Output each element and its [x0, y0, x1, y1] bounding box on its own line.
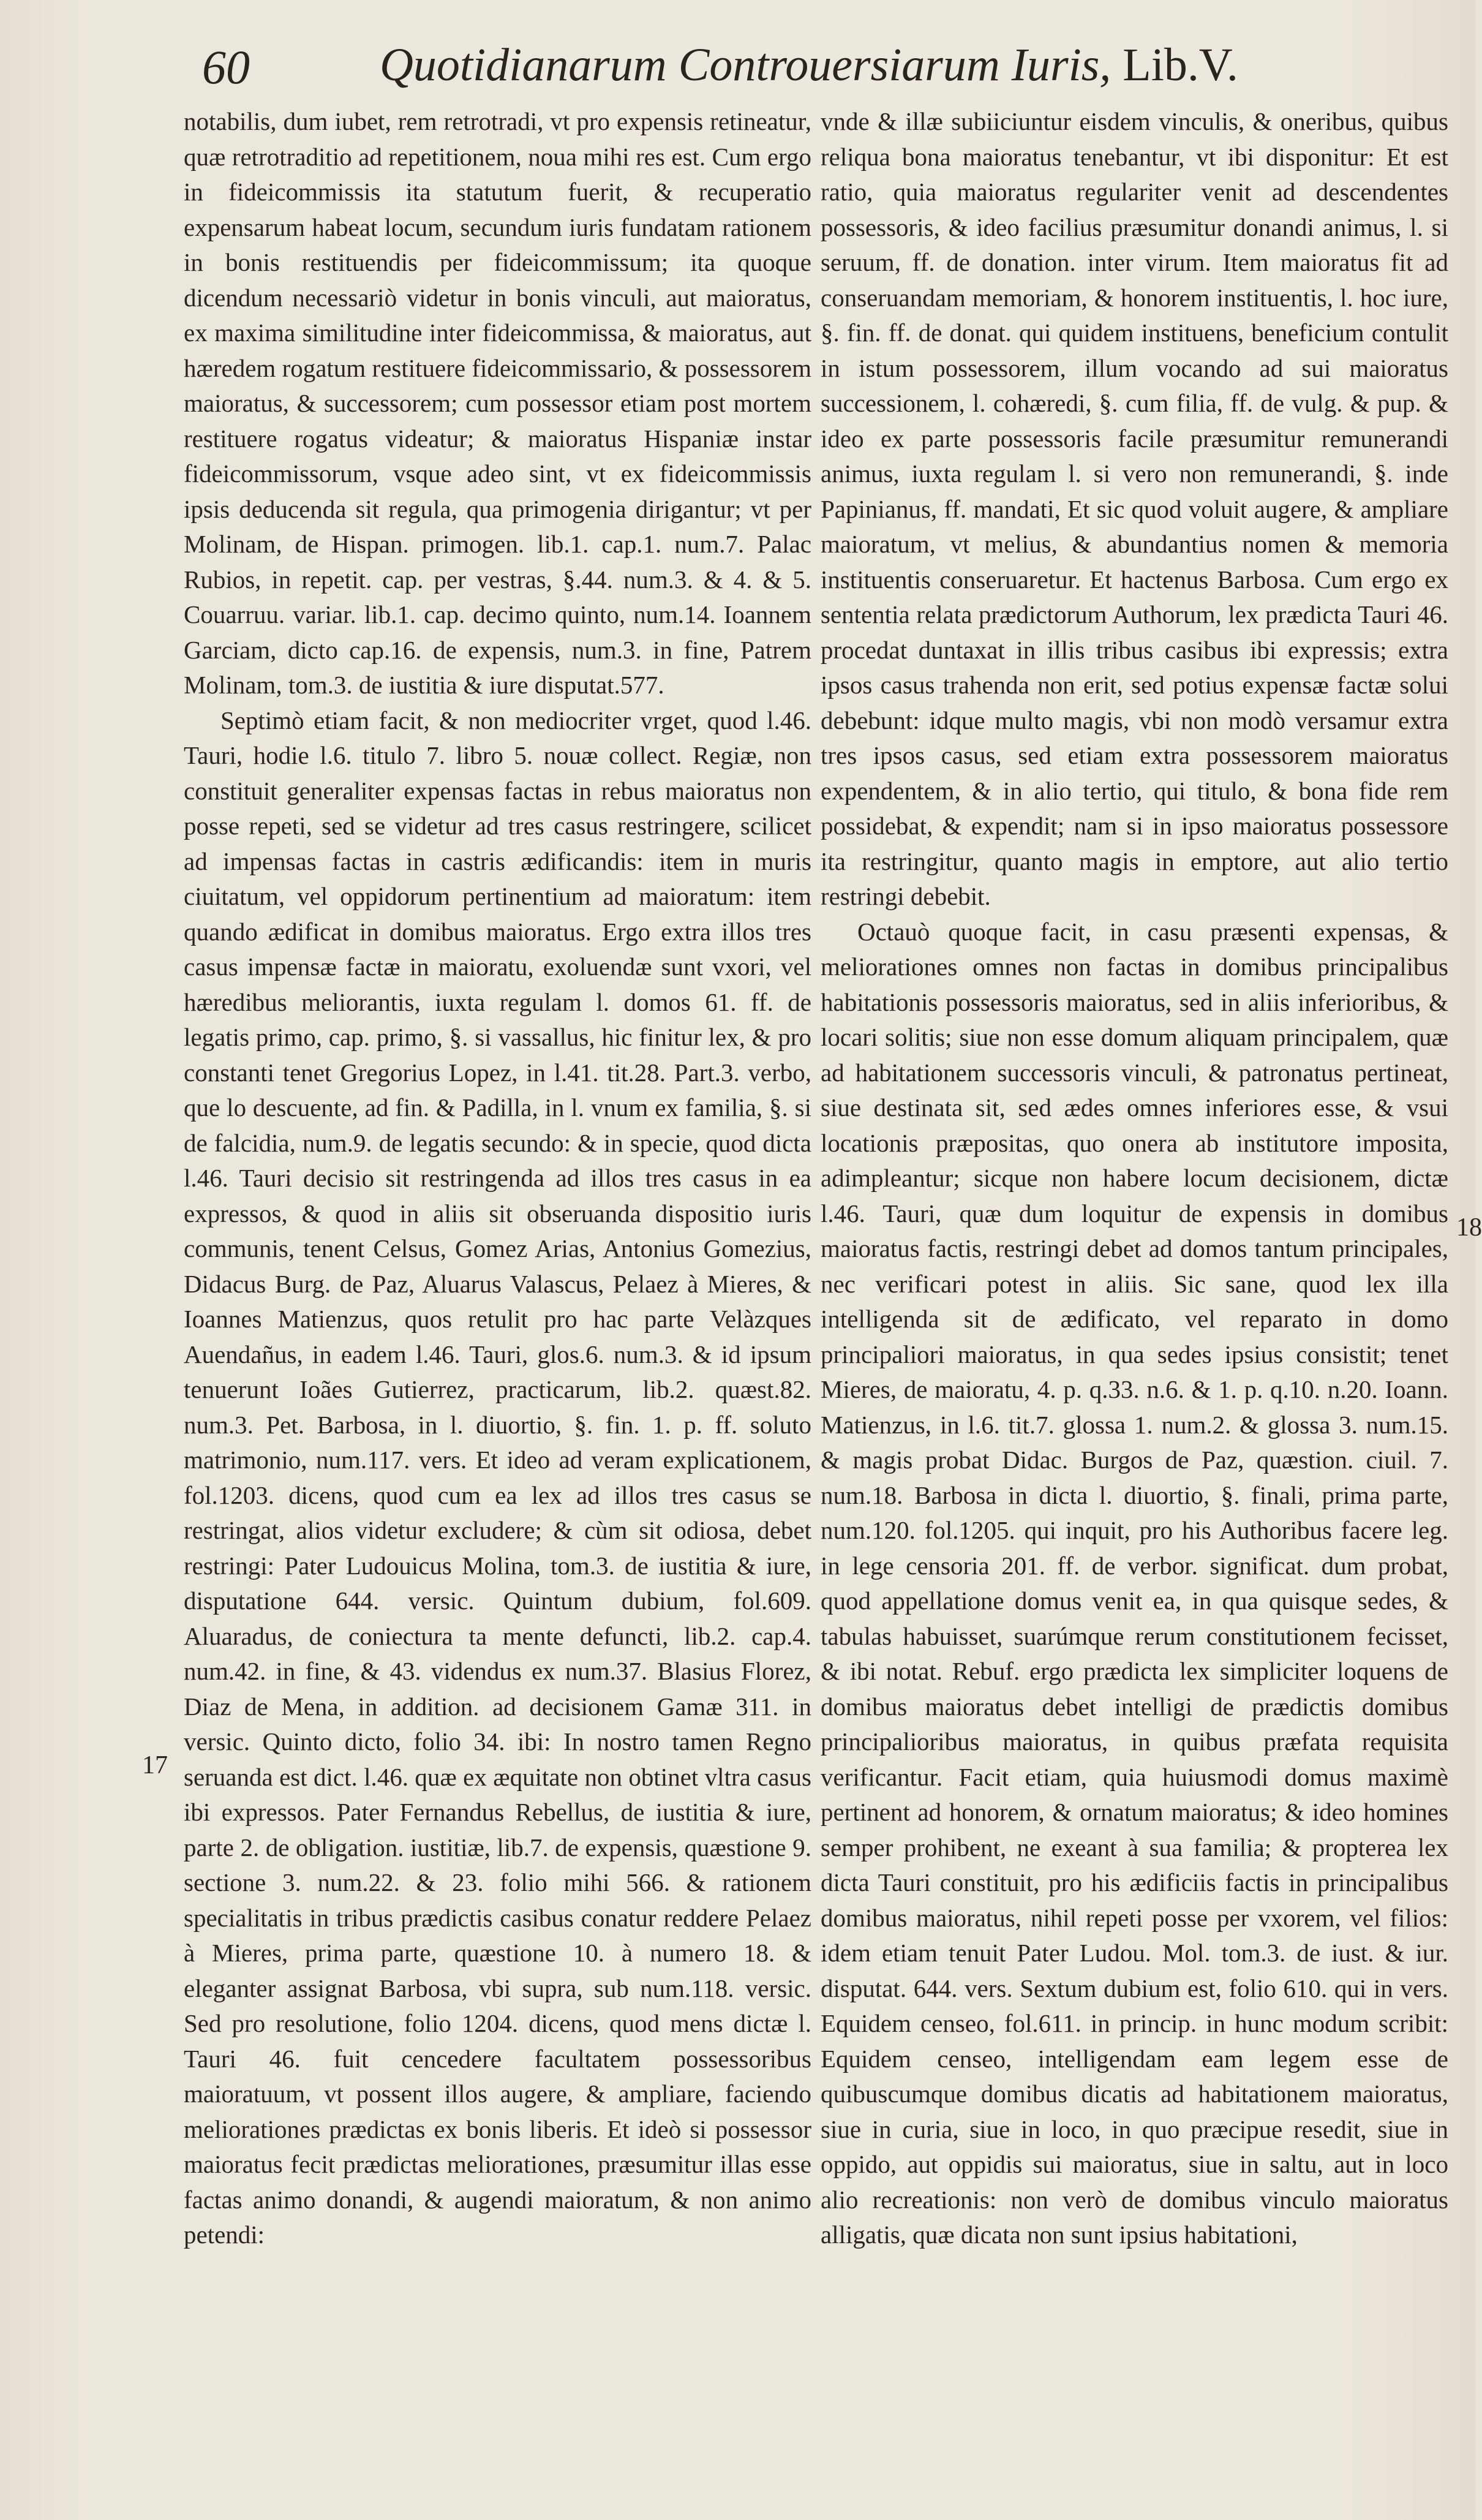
- page-header: [202, 34, 1243, 107]
- margin-number-right: 18: [1456, 1213, 1482, 1242]
- running-title-book: Lib.V.: [1111, 39, 1238, 91]
- paragraph: notabilis, dum iubet, rem retrotradi, vt pro expensis retineatur, quæ retrotraditio ad repetitionem, noua mihi res est. Cum ergo in fideicommissis ita statutum fuerit, & recuperatio expensarum habeat locum, secundum iuris fundatam rationem in bonis restituendis per fideicommissum; ita quoque dicendum necessariò videtur in bonis vinculi, aut maioratus, ex maxima similitudine inter fideicommissa, & maioratus, aut hæredem rogatum restituere fideicommissario, & possessorem maioratus, & successorem; cum possessor etiam post mortem restituere rogatus videatur; & maioratus Hispaniæ instar fideicommissorum, vsque adeo sint, vt ex fideicommissis ipsis deducenda sit regula, qua primogenia dirigantur; vt per Molinam, de Hispan. primogen. lib.1. cap.1. num.7. Palac Rubios, in repetit. cap. per vestras, §.44. num.3. & 4. & 5. Couarruu. variar. lib.1. cap. decimo quinto, num.14. Ioannem Garciam, dicto cap.16. de expensis, num.3. in fine, Patrem Molinam, tom.3. de iustitia & iure disputat.577.: [184, 107, 811, 699]
- paragraph: Septimò etiam facit, & non mediocriter vrget, quod l.46. Tauri, hodie l.6. titulo 7. libro 5. nouæ collect. Regiæ, non constituit generaliter expensas factas in rebus maioratus non posse repeti, sed se videtur ad tres casus restringere, scilicet ad impensas factas in castris ædificandis: item in muris ciuitatum, vel oppidorum pertinentium ad maioratum: item quando ædificat in domibus maioratus. Ergo extra illos tres casus impensæ factæ in maioratu, exoluendæ sunt vxori, vel hæredibus meliorantis, iuxta regulam l. domos 61. ff. de legatis primo, cap. primo, §. si vassallus, hic finitur lex, & pro constanti tenet Gregorius Lopez, in l.41. tit.28. Part.3. verbo, que lo descuente, ad fin. & Padilla, in l. vnum ex familia, §. si de falcidia, num.9. de legatis secundo: & in specie, quod dicta l.46. Tauri decisio sit restringenda ad illos tres casus in ea expressos, & quod in aliis sit obseruanda dispositio iuris communis, tenent Celsus, Gomez Arias, Antonius Gomezius, Didacus Burg. de Paz, Aluarus Valascus, Pelaez à Mieres, & Ioannes Matienzus, quos retulit pro hac parte Velàzques Auendañus, in eadem l.46. Tauri, glos.6. num.3. & id ipsum tenuerunt Ioães Gutierrez, practicarum, lib.2. quæst.82. num.3. Pet. Barbosa, in l. diuortio, §. fin. 1. p. ff. soluto matrimonio, num.117. vers. Et ideo ad veram explicationem, fol.1203. dicens, quod cum ea lex ad illos tres casus se restringat, alios videtur excludere; & cùm sit odiosa, debet restringi: Pater Ludouicus Molina, tom.3. de iustitia & iure, disputatione 644. versic. Quintum dubium, fol.609. Aluaradus, de coniectura ta mente defuncti, lib.2. cap.4. num.42. in fine, & 43. videndus ex num.37. Blasius Florez, Diaz de Mena, in addition. ad decisionem Gamæ 311. in versic. Quinto dicto, folio 34. ibi: In nostro tamen Regno seruanda est dict. l.46. quæ ex æquitate non obtinet vltra casus ibi expressos. Pater Fernandus Rebellus, de iustitia & iure, parte 2. de obligation. iustitiæ, lib.7. de expensis, quæstione 9. sectione 3. num.22. & 23. folio mihi 566. & rationem specialitatis in tribus prædictis casibus conatur reddere Pelaez à Mieres, prima parte, quæstione 10. à numero 18. & eleganter assignat Barbosa, vbi supra, sub num.118. versic. Sed pro resolutione, folio 1204. dicens, quod mens dictæ l. Tauri 46. fuit cencedere facultatem possessoribus maioratuum, vt possent illos augere, & ampliare, faciendo meliorationes prædictas ex bonis liberis. Et ideò si possessor maioratus fecit prædictas meliorationes, præsumitur illas esse factas animo donandi, & augendi maioratum, & non animo petendi:: [184, 706, 811, 2249]
- margin-number-left: 17: [142, 1751, 168, 1779]
- running-title-italic: Quotidianarum Controuersiarum Iuris,: [380, 39, 1112, 91]
- right-column: [821, 104, 1448, 2481]
- left-column: [184, 104, 811, 2481]
- page-number: 60: [202, 40, 250, 94]
- paragraph: Octauò quoque facit, in casu præsenti expensas, & meliorationes omnes non factas in domibus principalibus habitationis possessoris maioratus, sed in aliis inferioribus, & locari solitis; siue non esse domum aliquam principalem, quæ ad habitationem successoris vinculi, & patronatus pertineat, siue destinata sit, sed ædes omnes inferiores esse, & vsui locationis præpositas, quo onera ab institutore imposita, adimpleantur; sicque non habere locum decisionem, dictæ l.46. Tauri, quæ dum loquitur de expensis in domibus maioratus factis, restringi debet ad domos tantum principales, nec verificari potest in aliis. Sic sane, quod lex illa intelligenda sit de ædificato, vel reparato in domo principaliori maioratus, in qua sedes ipsius consistit; tenet Mieres, de maioratu, 4. p. q.33. n.6. & 1. p. q.10. n.20. Ioann. Matienzus, in l.6. tit.7. glossa 1. num.2. & glossa 3. num.15. & magis probat Didac. Burgos de Paz, quæstion. ciuil. 7. num.18. Barbosa in dicta l. diuortio, §. finali, prima parte, num.120. fol.1205. qui inquit, pro his Authoribus facere leg. in lege censoria 201. ff. de verbor. significat. dum probat, quod appellatione domus venit ea, in qua quisque sedes, & tabulas habuisset, suarúmque rerum constitutionem fecisset, & ibi notat. Rebuf. ergo prædicta lex simpliciter loquens de domibus maioratus debet intelligi de prædictis domibus principalioribus maioratus, in quibus præfata requisita verificantur. Facit etiam, quia huiusmodi domus maximè pertinent ad honorem, & ornatum maioratus; & ideo homines semper prohibent, ne exeant à sua familia; & propterea lex dicta Tauri constituit, pro his ædificiis factis in principalibus domibus maioratus, nihil repeti posse per vxorem, vel filios: idem etiam tenuit Pater Ludou. Mol. tom.3. de iust. & iur. disputat. 644. vers. Sextum dubium est, folio 610. qui in vers. Equidem censeo, fol.611. in princip. in hunc modum scribit: Equidem censeo, intelligendam eam legem esse de quibuscumque domibus dicatis ad habitationem maioratus, siue in curia, siue in loco, in quo præcipue resedit, siue in oppido, aut oppidis sui maioratus, siue in saltu, aut in loco alio recreationis: non verò de domibus vinculo maioratus alligatis, quæ dicata non sunt ipsius habitationi,: [821, 917, 1448, 2249]
- paragraph: vnde & illæ subiiciuntur eisdem vinculis, & oneribus, quibus reliqua bona maioratus tenebantur, vt ibi disponitur: Et est ratio, quia maioratus regulariter venit ad descendentes possessoris, & ideo facilius præsumitur donandi animus, l. si seruum, ff. de donation. inter virum. Item maioratus fit ad conseruandam memoriam, & honorem instituentis, l. hoc iure, §. fin. ff. de donat. qui quidem instituens, beneficium contulit in istum possessorem, illum vocando ad sui maioratus successionem, l. cohæredi, §. cum filia, ff. de vulg. & pup. & ideo ex parte possessoris facile præsumitur remunerandi animus, iuxta regulam l. si vero non remunerandi, §. inde Papinianus, ff. mandati, Et sic quod voluit augere, & ampliare maioratum, vt melius, & abundantius nomen & memoria instituentis conseruaretur. Et hactenus Barbosa. Cum ergo ex sententia relata prædictorum Authorum, lex prædicta Tauri 46. procedat duntaxat in illis tribus casibus ibi expressis; extra ipsos casus trahenda non erit, sed potius expensæ factæ solui debebunt: idque multo magis, vbi non modò versamur extra tres ipsos casus, sed etiam extra possessorem maioratus expendentem, & in alio tertio, qui titulo, & bona fide rem possidebat, & expendit; nam si in ipso maioratus possessore ita restringitur, quanto magis in emptore, aut alio tertio restringi debebit.: [821, 107, 1448, 910]
- running-title: [380, 39, 1238, 92]
